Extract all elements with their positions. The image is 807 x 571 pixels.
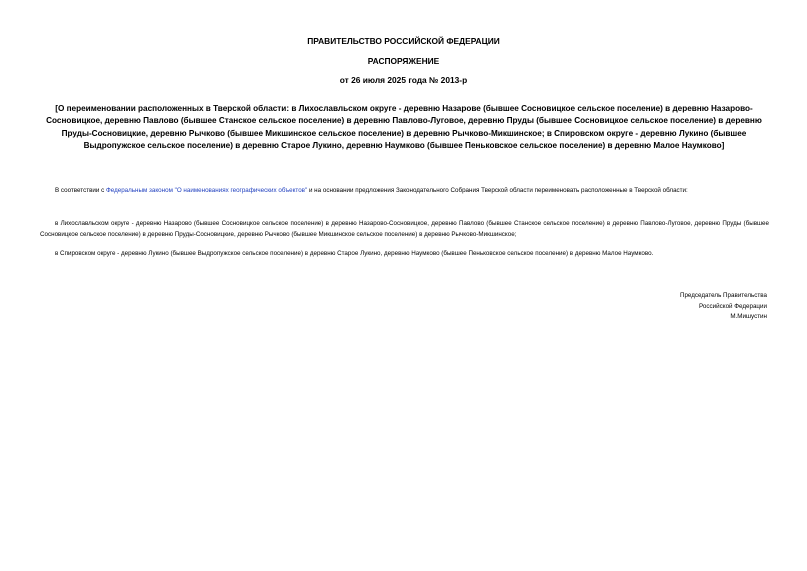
paragraph-spirovo-district: в Спировском округе - деревню Лукино (бывшее Выдропужское сельское поселение) в деревню Старое Лукино, деревню Наумково (бывшее Пеньковское сельское поселение) в деревню Малое Наумково. — [55, 250, 654, 257]
signatory-name: М.Мишустин — [730, 313, 767, 321]
paragraph-preamble — [40, 186, 769, 197]
preamble-text-end: и на основании предложения Законодательного Собрания Тверской области переименовать расположенные в Тверской области: — [307, 187, 688, 194]
document-title: [О переименовании расположенных в Тверской области: в Лихославльском округе - деревню Назарове (бывшее Сосновицкое сельское поселение) в деревню Назарово-Сосновицкое, деревню Павлово (бывшее Станское сельское поселение) в деревню Павлово-Луговое, деревню Пруды (бывшее Сосновицкое сельское поселение) в деревню Пруды-Сосновицкие, деревню Рычково (бывшее Микшинское сельское поселение) в деревню Рычково-Микшинское; в Спировском округе - деревню Лукино (бывшее Выдропужское сельское поселение) в деревню Старое Лукино, деревню Наумково (бывшее Пеньковское сельское поселение) в деревню Малое Наумково] — [46, 104, 762, 151]
signatory-position-line2: Российской Федерации — [699, 302, 767, 310]
document-type: РАСПОРЯЖЕНИЕ — [367, 56, 440, 66]
signature-block — [680, 291, 767, 323]
paragraph-likhoslavl-district: в Лихославльском округе - деревню Назарово (бывшее Сосновицкое сельское поселение) в деревню Назарово-Сосновицкое, деревню Павлово (бывшее Станское сельское поселение) в деревню Павлово-Луговое, деревню Пруды (бывшее Сосновицкое сельское поселение) в деревню Пруды-Сосновицкие, деревню Рычково (бывшее Микшинское сельское поселение) в деревню Рычково-Микшинское; — [40, 220, 769, 238]
signatory-position-line1: Председатель Правительства — [679, 292, 767, 299]
document-date-number: от 26 июля 2025 года № 2013-р — [339, 75, 468, 85]
federal-law-link[interactable]: Федеральным законом "О наименованиях географических объектов" — [105, 187, 308, 194]
issuing-organization: ПРАВИТЕЛЬСТВО РОССИЙСКОЙ ФЕДЕРАЦИИ — [307, 36, 500, 46]
preamble-text-start: В соответствии с — [55, 187, 106, 194]
